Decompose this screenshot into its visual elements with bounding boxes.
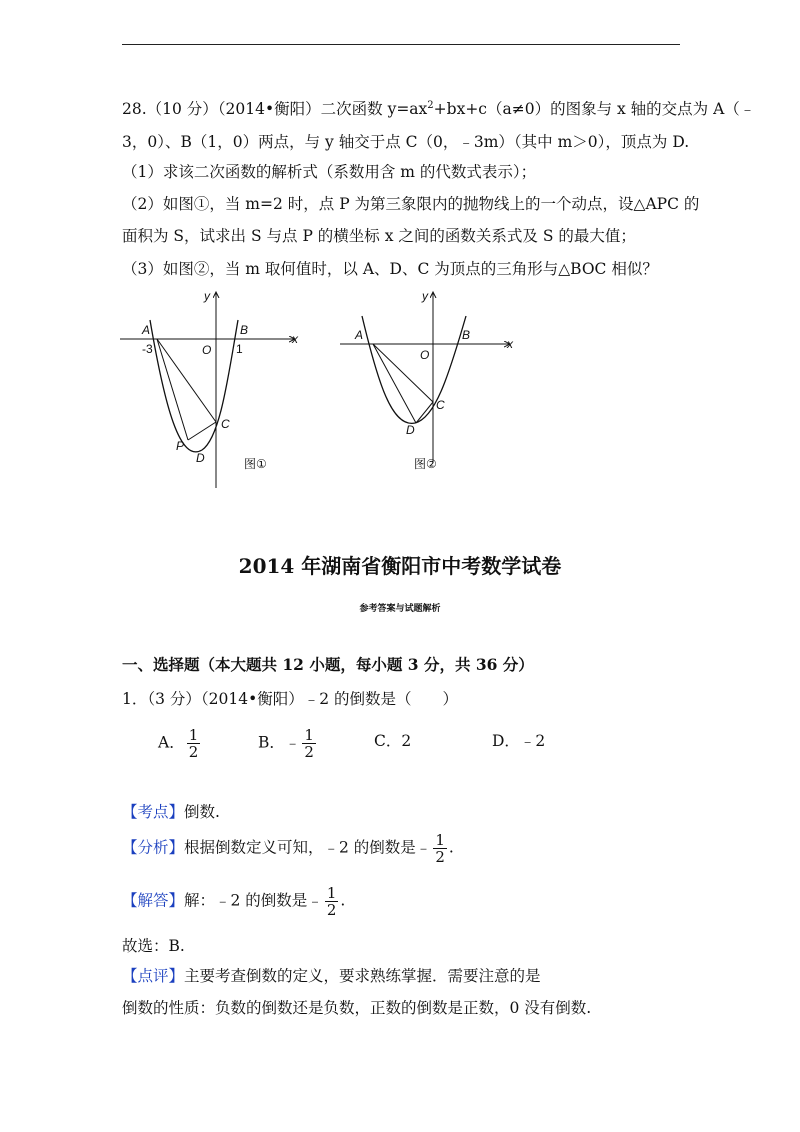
figure-1 xyxy=(120,288,310,488)
segment-AP xyxy=(157,339,188,440)
label-x: x xyxy=(507,337,513,351)
q28-line-2: 3，0）、B（1，0）两点，与 y 轴交于点 C（0，﹣3m）（其中 m＞0），顶点为 D. xyxy=(122,133,690,151)
header-rule xyxy=(122,44,680,45)
kaodian-line: 【考点】倒数. xyxy=(122,803,220,821)
label-D: D xyxy=(196,451,205,465)
q28-line-6: （3）如图②，当 m 取何值时，以 A、D、C 为顶点的三角形与△BOC 相似？ xyxy=(122,260,658,278)
label-one: 1 xyxy=(236,342,243,356)
document-subtitle: 参考答案与试题解析 xyxy=(359,604,441,614)
q1-stem: 1．（3 分）（2014•衡阳）﹣2 的倒数是（ ） xyxy=(122,690,459,708)
parabola xyxy=(362,316,466,423)
label-D: D xyxy=(406,423,415,437)
label-C: C xyxy=(436,398,445,412)
label-C: C xyxy=(221,417,230,431)
last-line: 倒数的性质：负数的倒数还是负数，正数的倒数是正数，0 没有倒数. xyxy=(122,999,592,1017)
label-B: B xyxy=(462,328,471,342)
document-title: 2014 年湖南省衡阳市中考数学试卷 xyxy=(238,554,562,578)
segment-DC xyxy=(416,402,433,423)
fraction: $\frac{1}{2}$ xyxy=(304,726,314,761)
jieda-line: 【解答】解：﹣2 的倒数是﹣ $\frac{1}{2}$ . xyxy=(122,884,346,919)
figure-2 xyxy=(340,288,530,488)
figure-2-caption: 图② xyxy=(414,457,437,471)
label-A: A xyxy=(142,323,151,337)
q28-line-5: 面积为 S，试求出 S 与点 P 的横坐标 x 之间的函数关系式及 S 的最大值； xyxy=(122,227,636,245)
label-x: x xyxy=(292,332,298,346)
label-B: B xyxy=(240,323,249,337)
answer-line: 故选：B. xyxy=(122,937,185,955)
option-d: D．﹣2 xyxy=(492,732,546,750)
fenxi-tag: 【分析】 xyxy=(122,838,185,857)
q28-line-1: 28.（10 分）（2014•衡阳）二次函数 $y=ax^2+bx+c(a\ne 0)$的图象与 x 轴的交点为 A（﹣ xyxy=(122,99,756,118)
label-A: A xyxy=(355,328,364,342)
fraction: $\frac{1}{2}$ xyxy=(435,831,445,866)
jieda-tag: 【解答】 xyxy=(122,891,185,910)
option-c: C．2 xyxy=(374,732,412,750)
label-neg3: -3 xyxy=(142,342,153,356)
fraction: $\frac{1}{2}$ xyxy=(326,884,337,919)
option-a: A． $\frac{1}{2}$ xyxy=(158,726,199,761)
figure-1-caption: 图① xyxy=(244,457,267,471)
section-heading: 一、选择题（本大题共 12 小题，每小题 3 分，共 36 分） xyxy=(122,655,534,674)
label-O: O xyxy=(420,348,430,362)
label-P: P xyxy=(176,439,185,453)
fenxi-line: 【分析】根据倒数定义可知，﹣2 的倒数是﹣ $\frac{1}{2}$ . xyxy=(122,831,454,866)
label-O: O xyxy=(202,343,212,357)
label-y: y xyxy=(422,289,428,303)
kaodian-tag: 【考点】 xyxy=(122,803,185,821)
q28-line-4: （2）如图①，当 m=2 时，点 P 为第三象限内的抛物线上的一个动点，设△APC 的 xyxy=(122,195,700,213)
dianping-line: 【点评】主要考查倒数的定义，要求熟练掌握．需要注意的是 xyxy=(122,967,541,985)
dianping-tag: 【点评】 xyxy=(122,967,185,985)
fraction: $\frac{1}{2}$ xyxy=(188,726,199,761)
option-b: B．﹣ $\frac{1}{2}$ xyxy=(258,726,314,761)
q28-line-3: （1）求该二次函数的解析式（系数用含 m 的代数式表示）； xyxy=(122,163,537,181)
label-y: y xyxy=(204,289,210,303)
parabola xyxy=(150,320,238,452)
